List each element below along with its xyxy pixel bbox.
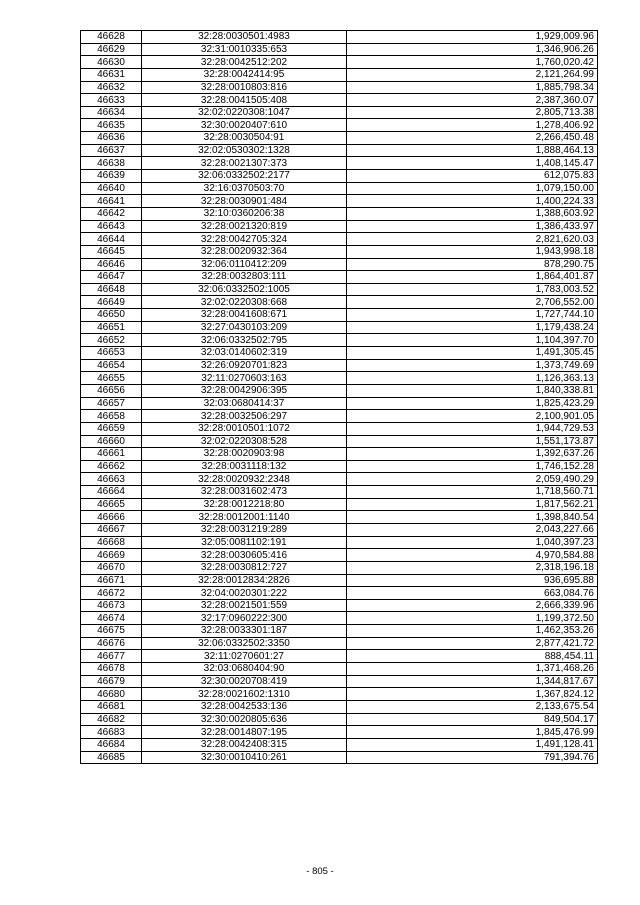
cadastral-number-cell: 32:28:0012218:80 bbox=[142, 498, 347, 511]
cadastral-value-cell: 1,746,152.28 bbox=[347, 460, 598, 473]
cadastral-value-cell: 1,943,998.18 bbox=[347, 245, 598, 258]
cadastral-value-cell: 1,344,817.67 bbox=[347, 675, 598, 688]
cadastral-value-cell: 2,318,196.18 bbox=[347, 561, 598, 574]
row-number-cell: 46652 bbox=[81, 334, 142, 347]
cadastral-number-cell: 32:28:0012001:1140 bbox=[142, 511, 347, 524]
cadastral-value-cell: 2,877,421.72 bbox=[347, 637, 598, 650]
cadastral-number-cell: 32:28:0014807:195 bbox=[142, 726, 347, 739]
table-row bbox=[81, 511, 598, 524]
row-number-cell: 46675 bbox=[81, 625, 142, 638]
row-number-cell: 46638 bbox=[81, 157, 142, 170]
row-number-cell: 46666 bbox=[81, 511, 142, 524]
cadastral-number-cell: 32:31:0010335:653 bbox=[142, 43, 347, 56]
table-row bbox=[81, 321, 598, 334]
cadastral-number-cell: 32:28:0020903:98 bbox=[142, 448, 347, 461]
row-number-cell: 46681 bbox=[81, 700, 142, 713]
row-number-cell: 46680 bbox=[81, 688, 142, 701]
cadastral-number-cell: 32:02:0220308:528 bbox=[142, 435, 347, 448]
row-number-cell: 46650 bbox=[81, 309, 142, 322]
cadastral-number-cell: 32:04:0020301:222 bbox=[142, 587, 347, 600]
table-row bbox=[81, 220, 598, 233]
table-row bbox=[81, 144, 598, 157]
cadastral-value-cell: 1,864,401.87 bbox=[347, 271, 598, 284]
table-row bbox=[81, 119, 598, 132]
row-number-cell: 46631 bbox=[81, 68, 142, 81]
cadastral-number-cell: 32:28:0042533:136 bbox=[142, 700, 347, 713]
cadastral-value-cell: 1,126,363.13 bbox=[347, 372, 598, 385]
table-row bbox=[81, 738, 598, 751]
table-row bbox=[81, 31, 598, 44]
row-number-cell: 46646 bbox=[81, 258, 142, 271]
row-number-cell: 46658 bbox=[81, 410, 142, 423]
cadastral-number-cell: 32:28:0041505:408 bbox=[142, 94, 347, 107]
cadastral-number-cell: 32:06:0332502:1005 bbox=[142, 283, 347, 296]
cadastral-value-cell: 1,392,637.26 bbox=[347, 448, 598, 461]
table-row bbox=[81, 182, 598, 195]
table-row bbox=[81, 435, 598, 448]
cadastral-number-cell: 32:28:0031118:132 bbox=[142, 460, 347, 473]
table-row bbox=[81, 56, 598, 69]
row-number-cell: 46677 bbox=[81, 650, 142, 663]
cadastral-number-cell: 32:28:0030504:91 bbox=[142, 132, 347, 145]
cadastral-value-cell: 1,825,423.29 bbox=[347, 397, 598, 410]
cadastral-value-cell: 1,278,406.92 bbox=[347, 119, 598, 132]
row-number-cell: 46654 bbox=[81, 359, 142, 372]
cadastral-value-cell: 1,386,433.97 bbox=[347, 220, 598, 233]
row-number-cell: 46674 bbox=[81, 612, 142, 625]
table-row bbox=[81, 245, 598, 258]
table-row bbox=[81, 207, 598, 220]
cadastral-number-cell: 32:28:0030501:4983 bbox=[142, 31, 347, 44]
table-row bbox=[81, 574, 598, 587]
cadastral-number-cell: 32:28:0010803:816 bbox=[142, 81, 347, 94]
row-number-cell: 46629 bbox=[81, 43, 142, 56]
cadastral-value-cell: 1,817,562.21 bbox=[347, 498, 598, 511]
cadastral-number-cell: 32:28:0032803:111 bbox=[142, 271, 347, 284]
row-number-cell: 46639 bbox=[81, 170, 142, 183]
table-row bbox=[81, 523, 598, 536]
row-number-cell: 46685 bbox=[81, 751, 142, 764]
table-row bbox=[81, 359, 598, 372]
row-number-cell: 46668 bbox=[81, 536, 142, 549]
cadastral-number-cell: 32:06:0110412:209 bbox=[142, 258, 347, 271]
cadastral-value-cell: 1,760,020.42 bbox=[347, 56, 598, 69]
table-row bbox=[81, 713, 598, 726]
cadastral-number-cell: 32:02:0220308:1047 bbox=[142, 106, 347, 119]
table-row bbox=[81, 751, 598, 764]
row-number-cell: 46657 bbox=[81, 397, 142, 410]
cadastral-value-cell: 1,079,150.00 bbox=[347, 182, 598, 195]
table-row bbox=[81, 347, 598, 360]
cadastral-number-cell: 32:28:0021602:1310 bbox=[142, 688, 347, 701]
page-number: - 805 - bbox=[306, 866, 334, 877]
cadastral-number-cell: 32:28:0020932:2348 bbox=[142, 473, 347, 486]
cadastral-value-cell: 1,929,009.96 bbox=[347, 31, 598, 44]
cadastral-number-cell: 32:28:0033301:187 bbox=[142, 625, 347, 638]
table-row bbox=[81, 448, 598, 461]
table-row bbox=[81, 397, 598, 410]
table-row bbox=[81, 612, 598, 625]
table-row bbox=[81, 132, 598, 145]
cadastral-value-cell: 1,727,744.10 bbox=[347, 309, 598, 322]
cadastral-number-cell: 32:28:0030605:416 bbox=[142, 549, 347, 562]
cadastral-value-cell: 612,075.83 bbox=[347, 170, 598, 183]
row-number-cell: 46684 bbox=[81, 738, 142, 751]
table-row bbox=[81, 309, 598, 322]
table-row bbox=[81, 43, 598, 56]
cadastral-value-cell: 1,885,798.34 bbox=[347, 81, 598, 94]
row-number-cell: 46663 bbox=[81, 473, 142, 486]
cadastral-number-cell: 32:26:0920701:823 bbox=[142, 359, 347, 372]
cadastral-value-cell: 2,387,360.07 bbox=[347, 94, 598, 107]
table-row bbox=[81, 68, 598, 81]
cadastral-number-cell: 32:28:0042705:324 bbox=[142, 233, 347, 246]
cadastral-value-cell: 2,706,552.00 bbox=[347, 296, 598, 309]
table-row bbox=[81, 81, 598, 94]
cadastral-value-cell: 2,133,675.54 bbox=[347, 700, 598, 713]
row-number-cell: 46659 bbox=[81, 422, 142, 435]
row-number-cell: 46679 bbox=[81, 675, 142, 688]
row-number-cell: 46683 bbox=[81, 726, 142, 739]
cadastral-value-cell: 888,454.11 bbox=[347, 650, 598, 663]
table-row bbox=[81, 498, 598, 511]
cadastral-number-cell: 32:11:0270603:163 bbox=[142, 372, 347, 385]
cadastral-value-cell: 1,199,372.50 bbox=[347, 612, 598, 625]
table-row bbox=[81, 271, 598, 284]
row-number-cell: 46678 bbox=[81, 663, 142, 676]
cadastral-value-cell: 1,944,729.53 bbox=[347, 422, 598, 435]
cadastral-number-cell: 32:06:0332502:3350 bbox=[142, 637, 347, 650]
cadastral-number-cell: 32:05:0081102:191 bbox=[142, 536, 347, 549]
cadastral-number-cell: 32:06:0332502:2177 bbox=[142, 170, 347, 183]
row-number-cell: 46669 bbox=[81, 549, 142, 562]
row-number-cell: 46640 bbox=[81, 182, 142, 195]
cadastral-number-cell: 32:30:0020805:636 bbox=[142, 713, 347, 726]
row-number-cell: 46647 bbox=[81, 271, 142, 284]
row-number-cell: 46670 bbox=[81, 561, 142, 574]
cadastral-number-cell: 32:30:0020407:610 bbox=[142, 119, 347, 132]
row-number-cell: 46660 bbox=[81, 435, 142, 448]
cadastral-value-cell: 4,970,584.88 bbox=[347, 549, 598, 562]
cadastral-number-cell: 32:28:0042414:95 bbox=[142, 68, 347, 81]
cadastral-value-cell: 2,266,450.48 bbox=[347, 132, 598, 145]
cadastral-number-cell: 32:27:0430103:209 bbox=[142, 321, 347, 334]
table-row bbox=[81, 157, 598, 170]
row-number-cell: 46641 bbox=[81, 195, 142, 208]
row-number-cell: 46673 bbox=[81, 599, 142, 612]
table-row bbox=[81, 170, 598, 183]
cadastral-value-cell: 1,783,003.52 bbox=[347, 283, 598, 296]
cadastral-number-cell: 32:03:0140602:319 bbox=[142, 347, 347, 360]
cadastral-number-cell: 32:28:0041608:671 bbox=[142, 309, 347, 322]
table-body bbox=[81, 31, 598, 764]
table-row bbox=[81, 195, 598, 208]
table-row bbox=[81, 233, 598, 246]
row-number-cell: 46634 bbox=[81, 106, 142, 119]
table-row bbox=[81, 460, 598, 473]
cadastral-number-cell: 32:28:0042408:315 bbox=[142, 738, 347, 751]
table-row bbox=[81, 599, 598, 612]
row-number-cell: 46633 bbox=[81, 94, 142, 107]
table-row bbox=[81, 688, 598, 701]
table-row bbox=[81, 334, 598, 347]
cadastral-value-cell: 1,491,128.41 bbox=[347, 738, 598, 751]
row-number-cell: 46662 bbox=[81, 460, 142, 473]
cadastral-value-cell: 1,398,840.54 bbox=[347, 511, 598, 524]
cadastral-value-cell: 878,290.75 bbox=[347, 258, 598, 271]
cadastral-value-cell: 1,888,464.13 bbox=[347, 144, 598, 157]
table-row bbox=[81, 663, 598, 676]
cadastral-number-cell: 32:03:0680404:90 bbox=[142, 663, 347, 676]
cadastral-value-cell: 791,394.76 bbox=[347, 751, 598, 764]
cadastral-number-cell: 32:17:0960222:300 bbox=[142, 612, 347, 625]
row-number-cell: 46630 bbox=[81, 56, 142, 69]
cadastral-value-cell: 1,104,397.70 bbox=[347, 334, 598, 347]
cadastral-value-cell: 1,400,224.33 bbox=[347, 195, 598, 208]
cadastral-value-cell: 1,491,305.45 bbox=[347, 347, 598, 360]
row-number-cell: 46645 bbox=[81, 245, 142, 258]
table-row bbox=[81, 258, 598, 271]
row-number-cell: 46661 bbox=[81, 448, 142, 461]
table-row bbox=[81, 675, 598, 688]
table-row bbox=[81, 94, 598, 107]
table-row bbox=[81, 410, 598, 423]
cadastral-value-cell: 849,504.17 bbox=[347, 713, 598, 726]
table-row bbox=[81, 650, 598, 663]
cadastral-value-cell: 1,462,353.26 bbox=[347, 625, 598, 638]
table-row bbox=[81, 561, 598, 574]
cadastral-number-cell: 32:28:0031602:473 bbox=[142, 486, 347, 499]
row-number-cell: 46667 bbox=[81, 523, 142, 536]
cadastral-number-cell: 32:28:0042512:202 bbox=[142, 56, 347, 69]
cadastral-number-cell: 32:02:0530302:1328 bbox=[142, 144, 347, 157]
table-row bbox=[81, 372, 598, 385]
cadastral-number-cell: 32:28:0030812:727 bbox=[142, 561, 347, 574]
row-number-cell: 46651 bbox=[81, 321, 142, 334]
cadastral-number-cell: 32:28:0020932:364 bbox=[142, 245, 347, 258]
table-row bbox=[81, 422, 598, 435]
row-number-cell: 46636 bbox=[81, 132, 142, 145]
row-number-cell: 46653 bbox=[81, 347, 142, 360]
cadastral-value-cell: 1,373,749.69 bbox=[347, 359, 598, 372]
cadastral-value-cell: 1,040,397.23 bbox=[347, 536, 598, 549]
cadastral-number-cell: 32:06:0332502:795 bbox=[142, 334, 347, 347]
row-number-cell: 46637 bbox=[81, 144, 142, 157]
cadastral-number-cell: 32:28:0021501:559 bbox=[142, 599, 347, 612]
row-number-cell: 46648 bbox=[81, 283, 142, 296]
cadastral-number-cell: 32:28:0031219:289 bbox=[142, 523, 347, 536]
cadastral-value-cell: 1,408,145.47 bbox=[347, 157, 598, 170]
table-row bbox=[81, 637, 598, 650]
cadastral-number-cell: 32:28:0030901:484 bbox=[142, 195, 347, 208]
row-number-cell: 46665 bbox=[81, 498, 142, 511]
table-row bbox=[81, 296, 598, 309]
cadastral-value-cell: 2,059,490.29 bbox=[347, 473, 598, 486]
cadastral-value-cell: 1,718,560.71 bbox=[347, 486, 598, 499]
cadastral-value-cell: 2,821,620.03 bbox=[347, 233, 598, 246]
row-number-cell: 46664 bbox=[81, 486, 142, 499]
table-row bbox=[81, 106, 598, 119]
cadastral-number-cell: 32:30:0020708:419 bbox=[142, 675, 347, 688]
cadastral-value-cell: 2,043,227.66 bbox=[347, 523, 598, 536]
row-number-cell: 46656 bbox=[81, 384, 142, 397]
cadastral-number-cell: 32:10:0360206:38 bbox=[142, 207, 347, 220]
row-number-cell: 46676 bbox=[81, 637, 142, 650]
table-row bbox=[81, 384, 598, 397]
table-row bbox=[81, 486, 598, 499]
row-number-cell: 46682 bbox=[81, 713, 142, 726]
cadastral-number-cell: 32:30:0010410:261 bbox=[142, 751, 347, 764]
cadastral-number-cell: 32:28:0021307:373 bbox=[142, 157, 347, 170]
cadastral-number-cell: 32:11:0270601:27 bbox=[142, 650, 347, 663]
cadastral-number-cell: 32:28:0012834:2826 bbox=[142, 574, 347, 587]
cadastral-number-cell: 32:03:0680414:37 bbox=[142, 397, 347, 410]
row-number-cell: 46655 bbox=[81, 372, 142, 385]
table-row bbox=[81, 625, 598, 638]
table-row bbox=[81, 283, 598, 296]
cadastral-number-cell: 32:28:0010501:1072 bbox=[142, 422, 347, 435]
row-number-cell: 46635 bbox=[81, 119, 142, 132]
cadastral-value-cell: 1,179,438.24 bbox=[347, 321, 598, 334]
cadastral-number-cell: 32:28:0042906:395 bbox=[142, 384, 347, 397]
cadastral-value-cell: 1,551,173.87 bbox=[347, 435, 598, 448]
table-row bbox=[81, 536, 598, 549]
cadastral-value-cell: 1,346,906.26 bbox=[347, 43, 598, 56]
cadastral-number-cell: 32:28:0032506:297 bbox=[142, 410, 347, 423]
cadastral-value-table bbox=[80, 30, 598, 764]
row-number-cell: 46672 bbox=[81, 587, 142, 600]
cadastral-value-cell: 2,100,901.05 bbox=[347, 410, 598, 423]
cadastral-value-cell: 2,121,264.99 bbox=[347, 68, 598, 81]
cadastral-value-cell: 2,805,713.38 bbox=[347, 106, 598, 119]
cadastral-number-cell: 32:16:0370503:70 bbox=[142, 182, 347, 195]
cadastral-number-cell: 32:02:0220308:668 bbox=[142, 296, 347, 309]
table-row bbox=[81, 587, 598, 600]
cadastral-value-cell: 1,845,476.99 bbox=[347, 726, 598, 739]
row-number-cell: 46649 bbox=[81, 296, 142, 309]
cadastral-number-cell: 32:28:0021320:819 bbox=[142, 220, 347, 233]
row-number-cell: 46632 bbox=[81, 81, 142, 94]
row-number-cell: 46642 bbox=[81, 207, 142, 220]
cadastral-value-cell: 2,666,339.96 bbox=[347, 599, 598, 612]
row-number-cell: 46671 bbox=[81, 574, 142, 587]
cadastral-value-cell: 1,371,468.26 bbox=[347, 663, 598, 676]
table-row bbox=[81, 549, 598, 562]
row-number-cell: 46643 bbox=[81, 220, 142, 233]
table-row bbox=[81, 473, 598, 486]
table-row bbox=[81, 726, 598, 739]
row-number-cell: 46628 bbox=[81, 31, 142, 44]
cadastral-value-cell: 1,367,824.12 bbox=[347, 688, 598, 701]
row-number-cell: 46644 bbox=[81, 233, 142, 246]
cadastral-value-cell: 1,388,603.92 bbox=[347, 207, 598, 220]
cadastral-value-cell: 663,084.76 bbox=[347, 587, 598, 600]
cadastral-value-cell: 936,695.88 bbox=[347, 574, 598, 587]
cadastral-value-cell: 1,840,338.81 bbox=[347, 384, 598, 397]
table-row bbox=[81, 700, 598, 713]
